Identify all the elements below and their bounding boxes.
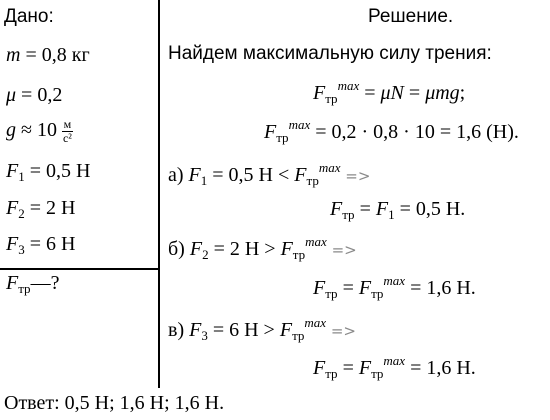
given-mass: m = 0,8 кг <box>6 44 90 66</box>
given-find-divider <box>0 268 159 270</box>
case-a-result: $F_{тр} = F_1 = 0,5$ Н. <box>330 198 466 222</box>
gravity-unit-fraction: $\frac{м}{\text{с²}}$ <box>62 117 72 145</box>
implies-arrow: => <box>326 322 356 340</box>
given-header: Дано: <box>4 6 54 27</box>
implies-arrow: => <box>340 167 371 185</box>
case-b-condition: б) $F_2 = 2$ $Н > F_{тр}^{max}$ => <box>168 234 357 262</box>
case-b-result: $F_{тр} = F_{тр}^{max} = 1,6$ Н. <box>313 273 476 301</box>
given-force-2: $F_2 = 2$ Н <box>6 197 76 221</box>
implies-arrow: => <box>326 241 357 259</box>
find-friction-force: $F_{тр}—$? <box>6 272 60 296</box>
given-gravity: g ≈ 10 $\frac{м}{\text{с²}}$ <box>6 117 72 145</box>
case-c-condition: в) $F_3 = 6$ $Н > F_{тр}^{max}$ => <box>168 315 356 343</box>
given-friction-coefficient: μ = 0,2 <box>6 84 63 106</box>
solution-header: Решение. <box>368 6 454 27</box>
case-a-condition: а) $F_1 = 0,5$ $Н < F_{тр}^{max}$ => <box>168 160 371 188</box>
given-force-1: $F_1 = 0,5$ Н <box>6 160 91 184</box>
max-friction-calculation: $F_{тр}^{max} = 0,2 \cdot 0,8 \cdot 10 = 1,6$ (Н). <box>264 117 519 145</box>
max-friction-formula: $F_{тр}^{max} = \mu N = \mu mg$; <box>313 78 466 106</box>
given-force-3: $F_3 = 6$ Н <box>6 233 76 257</box>
case-c-result: $F_{тр} = F_{тр}^{max} = 1,6$ Н. <box>313 353 476 381</box>
answer-line: Ответ: 0,5 Н; 1,6 Н; 1,6 Н. <box>4 392 225 414</box>
solution-intro: Найдем максимальную силу трения: <box>168 43 492 64</box>
column-divider <box>158 0 160 388</box>
